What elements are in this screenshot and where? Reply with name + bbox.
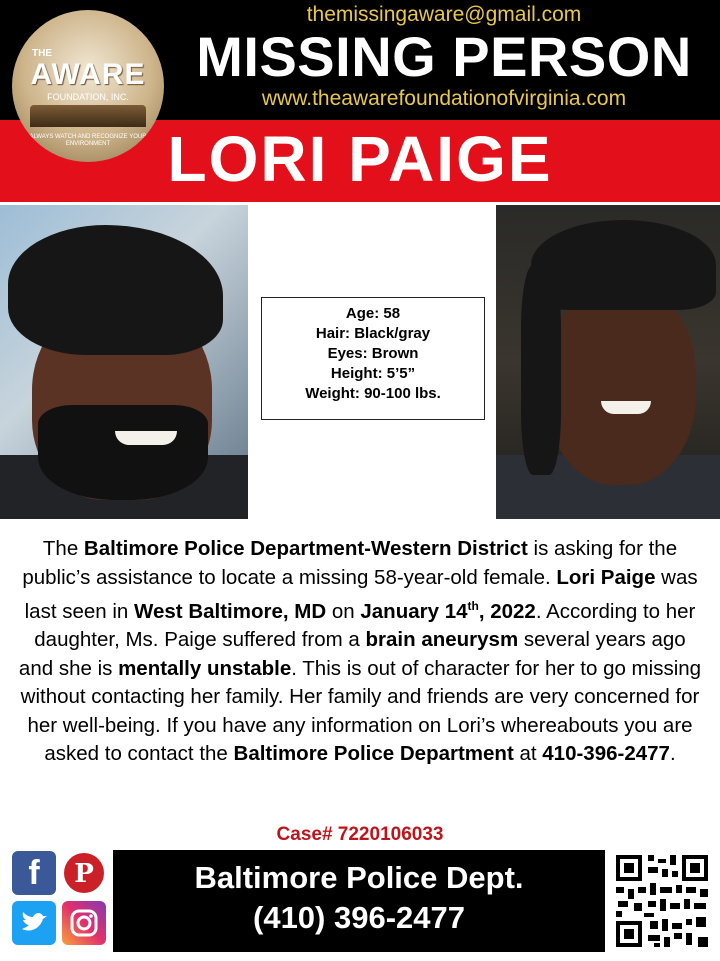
info-height: Height: 5’5” xyxy=(330,365,416,382)
website-link[interactable]: www.theawarefoundationofvirginia.com xyxy=(261,87,627,110)
case-description: The Baltimore Police Department-Western District is asking for the public’s assistance to locate a missing 58-year-old female. Lori Paige was last seen in West Baltimore, MD on January 14th, 2022. According to her daughter, Ms. Paige suffered from a brain aneurysm several years ago and she is mentally unstable. This is out of character for her to go missing without contacting her family. Her family and friends are very concerned for her well-being. If you have any information on Lori’s whereabouts you are asked to contact the Baltimore Police Department at 410-396-2477. xyxy=(18,537,702,766)
logo-text-foundation: FOUNDATION, INC. xyxy=(47,92,129,102)
case-number: Case# 7220106033 xyxy=(276,824,444,845)
photo-left xyxy=(0,205,248,519)
qr-code-icon[interactable] xyxy=(614,853,710,949)
photo-right xyxy=(496,205,720,519)
person-name: LORI PAIGE xyxy=(167,123,553,195)
info-hair: Hair: Black/gray xyxy=(315,325,431,342)
pinterest-icon[interactable] xyxy=(62,851,106,895)
info-eyes: Eyes: Brown xyxy=(327,345,419,362)
logo-text-the: THE xyxy=(32,48,52,59)
banner-title: MISSING PERSON xyxy=(196,25,692,88)
instagram-icon[interactable] xyxy=(62,901,106,945)
agency-name: Baltimore Police Dept. xyxy=(194,860,524,895)
contact-band xyxy=(113,850,605,952)
svg-text:P: P xyxy=(74,859,94,889)
contact-email[interactable]: themissingaware@gmail.com xyxy=(306,3,582,26)
info-weight: Weight: 90-100 lbs. xyxy=(305,385,441,402)
logo-tagline: ALWAYS WATCH AND RECOGNIZE YOUR ENVIRONMENT xyxy=(29,134,147,147)
social-icons xyxy=(12,851,106,945)
twitter-icon[interactable] xyxy=(12,901,56,945)
logo-text-aware: AWARE xyxy=(30,58,146,91)
logo-figures-graphic xyxy=(30,105,146,127)
info-box xyxy=(261,297,485,420)
agency-phone[interactable]: (410) 396-2477 xyxy=(253,900,465,935)
facebook-icon[interactable]: f xyxy=(12,851,56,895)
info-age: Age: 58 xyxy=(345,305,401,322)
aware-foundation-logo xyxy=(12,10,164,162)
